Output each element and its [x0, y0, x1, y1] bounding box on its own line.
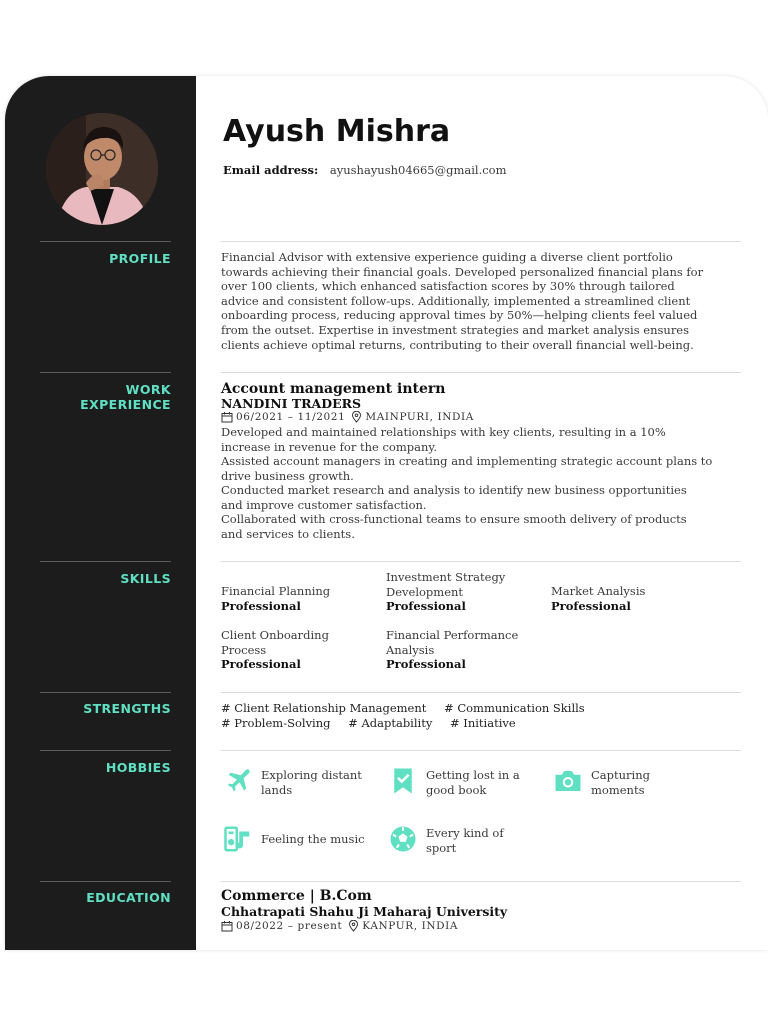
job-dates: 06/2021 – 11/2021 [236, 411, 346, 423]
section-label-work-line2: EXPERIENCE [80, 397, 171, 412]
education-school: Chhatrapati Shahu Ji Maharaj University [221, 904, 508, 919]
hobby-item [551, 764, 701, 798]
job-description [221, 425, 741, 541]
hobby-label: Capturing [591, 768, 650, 782]
profile-line: over 100 clients, which enhanced satisfaction scores by 30% through tailored [221, 279, 675, 294]
hobby-label: Exploring distant [261, 768, 362, 782]
job-line: and improve customer satisfaction. [221, 497, 427, 512]
location-pin-icon [351, 411, 362, 423]
job-line: increase in revenue for the company. [221, 439, 438, 454]
job-location: MAINPURI, INDIA [365, 411, 474, 423]
section-label-work-line1: WORK [125, 382, 171, 397]
section-label-skills: SKILLS [120, 571, 171, 586]
hobby-label: good book [426, 782, 487, 797]
section-divider [221, 372, 741, 373]
section-label-work [31, 382, 171, 412]
hobby-label: lands [261, 782, 293, 797]
hobby-label: Every kind of [426, 826, 504, 840]
bookmark-check-icon [386, 764, 420, 798]
skill-name: Analysis [386, 642, 435, 657]
email-row [223, 163, 507, 177]
section-label-hobbies: HOBBIES [105, 760, 171, 775]
section-label-education: EDUCATION [86, 890, 171, 905]
sidebar-divider [40, 372, 171, 373]
section-divider [221, 241, 741, 242]
airplane-icon [221, 764, 255, 798]
strengths-row [221, 701, 599, 715]
skill-name: Investment Strategy [386, 570, 506, 584]
skill-level: Professional [221, 598, 301, 613]
section-label-profile: PROFILE [109, 251, 171, 266]
calendar-icon [221, 411, 233, 423]
strength-tag: # Problem-Solving [221, 716, 331, 730]
job-line: Developed and maintained relationships with key clients, resulting in a 10% [221, 425, 666, 439]
skill-name: Process [221, 642, 267, 657]
hobby-label: Getting lost in a [426, 768, 520, 782]
email-label: Email address: [223, 163, 319, 177]
strength-tag: # Adaptability [348, 716, 433, 730]
skill-name: Client Onboarding [221, 628, 329, 642]
hobby-item [221, 764, 371, 798]
sidebar-divider [40, 750, 171, 751]
skill-name: Market Analysis [551, 584, 646, 598]
strength-tag: # Client Relationship Management [221, 701, 427, 715]
job-line: and services to clients. [221, 526, 355, 541]
job-line: drive business growth. [221, 468, 354, 483]
hobby-item [386, 764, 536, 798]
sidebar [5, 76, 196, 950]
calendar-icon [221, 920, 233, 932]
candidate-name: Ayush Mishra [223, 114, 451, 149]
job-title: Account management intern [221, 381, 446, 397]
profile-line: from the outset. Expertise in investment strategies and market analysis ensures [221, 322, 690, 337]
hobby-item [386, 822, 536, 856]
section-divider [221, 750, 741, 751]
sidebar-divider [40, 881, 171, 882]
hobby-label: sport [426, 840, 457, 855]
education-location: KANPUR, INDIA [362, 920, 459, 932]
hobby-label: Feeling the music [261, 832, 365, 846]
education-dates: 08/2022 – present [236, 920, 343, 932]
profile-line: Financial Advisor with extensive experience guiding a diverse client portfolio [221, 250, 673, 264]
strength-tag: # Initiative [450, 716, 516, 730]
skill-item [221, 628, 381, 672]
skill-item [386, 570, 546, 614]
profile-line: towards achieving their financial goals. Developed personalized financial plans for [221, 264, 704, 279]
profile-photo [46, 113, 158, 225]
soccer-ball-icon [386, 822, 420, 856]
profile-line: onboarding process, reducing approval times by 50%—helping clients feel valued [221, 308, 698, 323]
skill-item [221, 584, 381, 613]
sidebar-divider [40, 692, 171, 693]
profile-line: advice and consistent follow-ups. Additionally, implemented a streamlined client [221, 293, 691, 308]
strengths-row [221, 716, 530, 730]
section-divider [221, 692, 741, 693]
section-divider [221, 561, 741, 562]
skill-name: Financial Planning [221, 584, 331, 598]
camera-icon [551, 764, 585, 798]
section-label-strengths: STRENGTHS [83, 701, 171, 716]
job-company: NANDINI TRADERS [221, 396, 362, 411]
job-line: Collaborated with cross-functional teams to ensure smooth delivery of products [221, 512, 687, 526]
job-meta [221, 411, 474, 423]
skill-name: Development [386, 584, 464, 599]
profile-summary [221, 250, 741, 352]
avatar [46, 113, 158, 225]
job-line: Assisted account managers in creating and implementing strategic account plans to [221, 454, 713, 468]
skill-level: Professional [551, 598, 631, 613]
strength-tag: # Communication Skills [444, 701, 585, 715]
email-link[interactable]: ayushayush04665@gmail.com [329, 163, 507, 177]
hobby-label: moments [591, 782, 645, 797]
skill-item [551, 584, 711, 613]
sidebar-divider [40, 561, 171, 562]
skill-level: Professional [386, 599, 466, 613]
skill-level: Professional [221, 657, 301, 671]
sidebar-divider [40, 241, 171, 242]
skill-level: Professional [386, 657, 466, 671]
location-pin-icon [348, 920, 359, 932]
music-icon [221, 822, 255, 856]
education-meta [221, 920, 458, 932]
hobby-item [221, 822, 371, 856]
education-title: Commerce | B.Com [221, 888, 372, 904]
resume-page [5, 76, 768, 950]
job-line: Conducted market research and analysis to identify new business opportunities [221, 483, 687, 497]
profile-line: clients achieve optimal returns, contributing to their overall financial well-being. [221, 337, 694, 352]
skill-item [386, 628, 546, 672]
section-divider [221, 881, 741, 882]
skill-name: Financial Performance [386, 628, 519, 642]
